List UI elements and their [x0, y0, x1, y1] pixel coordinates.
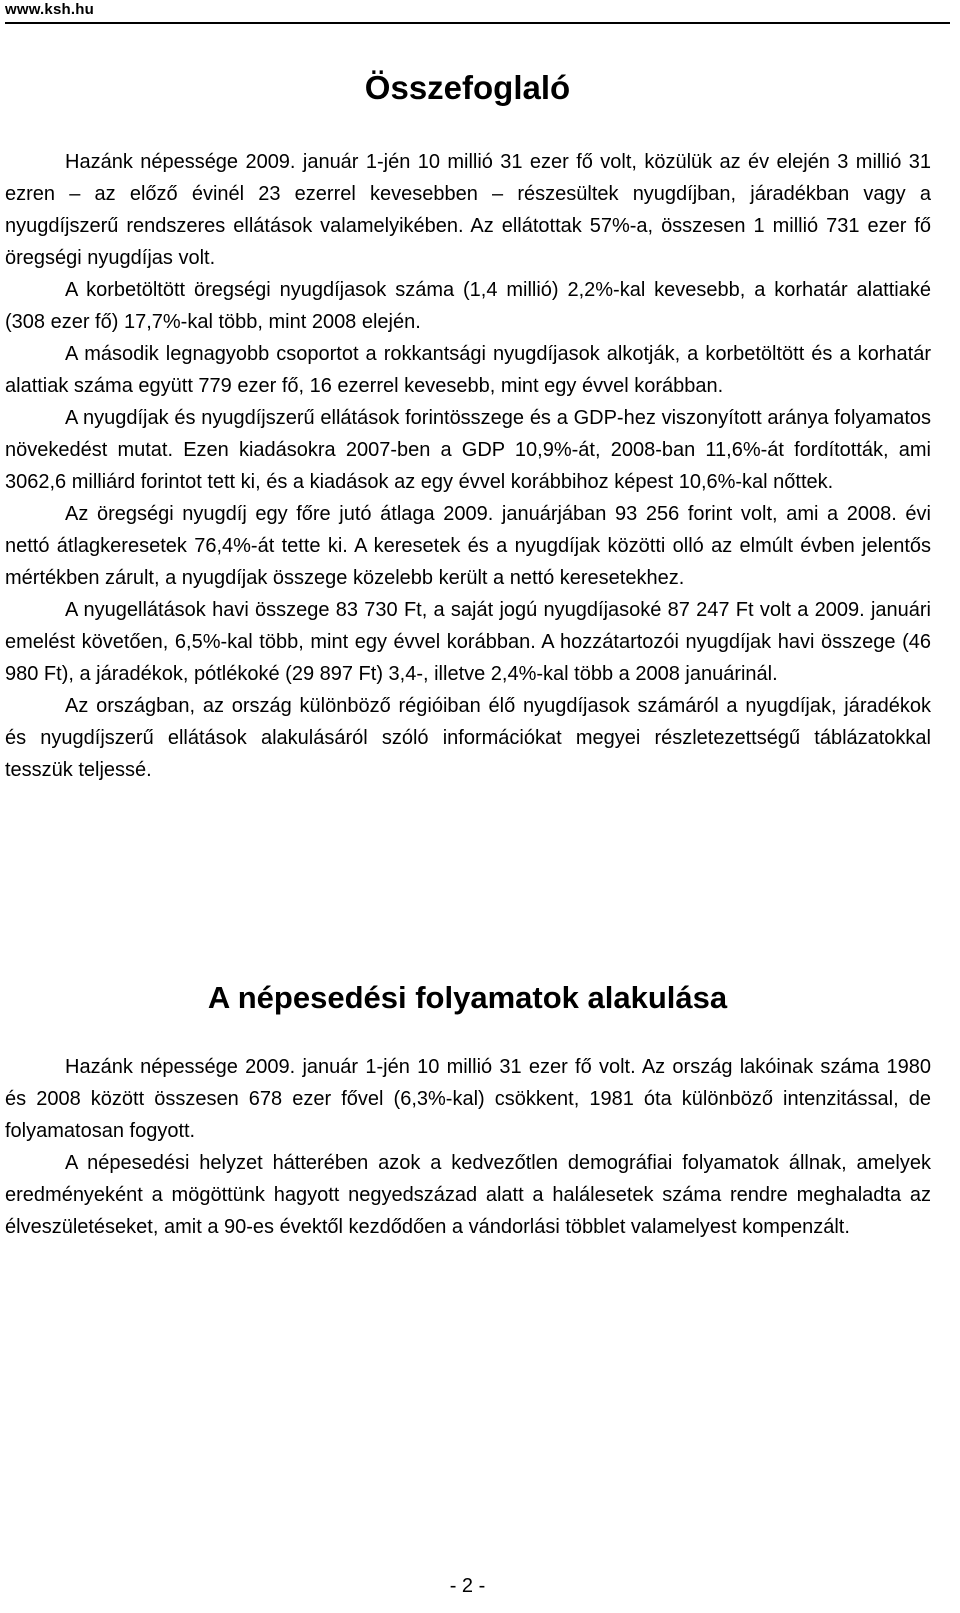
section-title-population: A népesedési folyamatok alakulása: [207, 980, 728, 1015]
page-header: [5, 0, 950, 24]
summary-paragraph: Az öregségi nyugdíj egy főre jutó átlaga 2009. januárjában 93 256 forint volt, ami a 2008. évi nettó átlagkeresetek 76,4%-át tette ki. A keresetek és a nyugdíjak közötti olló az elmúlt évben jelentős mértékben zárult, a nyugdíjak összege közelebb került a nettó keresetekhez.: [5, 503, 931, 589]
summary-paragraph: Az országban, az ország különböző régióiban élő nyugdíjasok számáról a nyugdíjak, járadékok és nyugdíjszerű ellátások alakulásáról szóló információkat megyei részletezettségű táblázatokkal tesszük teljessé.: [5, 695, 931, 781]
summary-paragraph: A nyugellátások havi összege 83 730 Ft, a saját jogú nyugdíjasoké 87 247 Ft volt a 2009. januári emelést követően, 6,5%-kal több, mint egy évvel korábban. A hozzátartozói nyugdíjak havi összege (46 980 Ft), a járadékok, pótlékoké (29 897 Ft) 3,4-, illetve 2,4%-kal több a 2008 januárinál.: [5, 599, 931, 685]
page-number: - 2 -: [449, 1575, 486, 1597]
site-url: www.ksh.hu: [5, 1, 94, 18]
summary-section: [5, 146, 931, 786]
population-section: [5, 1051, 931, 1243]
summary-paragraph: Hazánk népessége 2009. január 1-jén 10 millió 31 ezer fő volt, közülük az év elején 3 millió 31 ezren – az előző évinél 23 ezerrel kevesebben – részesültek nyugdíjban, járadékban vagy a nyugdíjszerű rendszeres ellátások valamelyikében. Az ellátottak 57%-a, összesen 1 millió 731 ezer fő öregségi nyugdíjas volt.: [5, 151, 931, 269]
population-paragraph: Hazánk népessége 2009. január 1-jén 10 millió 31 ezer fő volt. Az ország lakóinak száma 1980 és 2008 között összesen 678 ezer fővel (6,3%-kal) csökkent, 1981 óta különböző intenzitással, de folyamatosan fogyott.: [5, 1056, 931, 1142]
section-title-summary: Összefoglaló: [364, 69, 571, 106]
population-paragraph: A népesedési helyzet hátterében azok a kedvezőtlen demográfiai folyamatok állnak, amelyek eredményeként a mögöttünk hagyott negyedszázad alatt a halálesetek száma rendre meghaladta az élveszületéseket, amit a 90-es évektől kezdődően a vándorlási többlet valamelyest kompenzált.: [5, 1152, 931, 1238]
summary-paragraph: A korbetöltött öregségi nyugdíjasok száma (1,4 millió) 2,2%-kal kevesebb, a korhatár alattiaké (308 ezer fő) 17,7%-kal több, mint 2008 elején.: [5, 279, 931, 333]
summary-paragraph: A második legnagyobb csoportot a rokkantsági nyugdíjasok alkotják, a korbetöltött és a korhatár alattiak száma együtt 779 ezer fő, 16 ezerrel kevesebb, mint egy évvel korábban.: [5, 343, 931, 397]
summary-paragraph: A nyugdíjak és nyugdíjszerű ellátások forintösszege és a GDP-hez viszonyított aránya folyamatos növekedést mutat. Ezen kiadásokra 2007-ben a GDP 10,9%-át, 2008-ban 11,6%-át fordították, ami 3062,6 milliárd forintot tett ki, és a kiadások az egy évvel korábbihoz képest 10,6%-kal nőttek.: [5, 407, 931, 493]
